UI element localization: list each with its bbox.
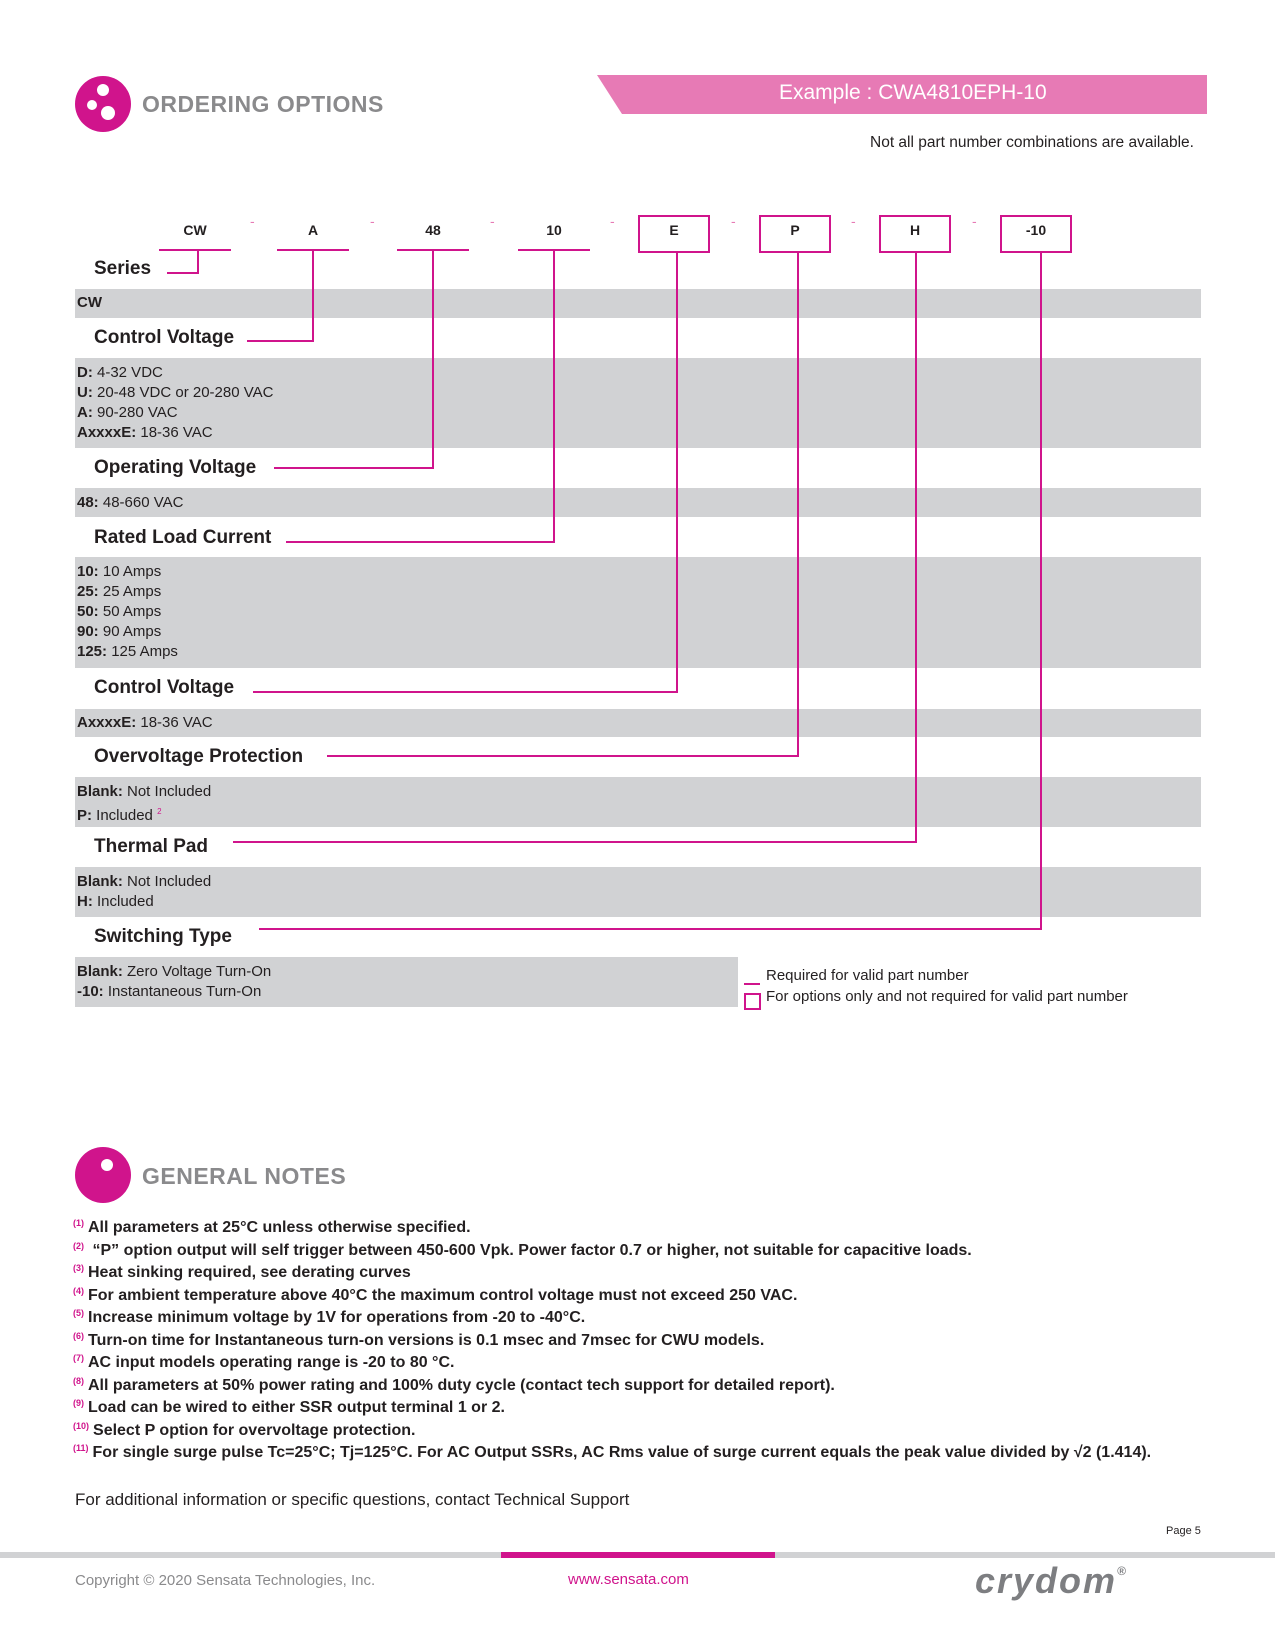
ordering-logo-icon — [75, 76, 131, 132]
code-separator: - — [972, 213, 977, 229]
operating-voltage-options — [77, 493, 183, 513]
example-part-number: Example : CWA4810EPH-10 — [779, 81, 1047, 104]
code-series: CW — [183, 222, 207, 238]
note-item: $^{(1)}$ All parameters at 25°C unless otherwise specified. — [73, 1218, 471, 1236]
overvoltage-band — [75, 777, 1201, 827]
legend-required-text: Required for valid part number — [766, 967, 969, 984]
connector-line — [553, 251, 555, 543]
option-item: A: 90-280 VAC — [77, 404, 178, 421]
connector-line — [1040, 253, 1042, 930]
operating-voltage-band — [75, 488, 1201, 517]
copyright: Copyright © 2020 Sensata Technologies, Inc. — [75, 1572, 376, 1589]
option-item: 50: 50 Amps — [77, 603, 162, 620]
thermal-pad-options — [77, 872, 211, 912]
footnote-ref: 2 — [157, 807, 162, 816]
note-item: $^{(8)}$ All parameters at 50% power rating and 100% duty cycle (contact tech support for detailed report). — [73, 1376, 835, 1394]
thermal-pad-heading: Thermal Pad — [94, 836, 209, 857]
code-separator: - — [250, 213, 255, 229]
option-item: Blank: Zero Voltage Turn-On — [77, 963, 272, 980]
code-control-voltage: A — [307, 222, 319, 238]
thermal-pad-band — [75, 867, 1201, 917]
overvoltage-heading: Overvoltage Protection — [94, 746, 304, 767]
connector-line — [327, 755, 799, 757]
legend-optional-swatch — [744, 993, 761, 1010]
footer-rule-accent — [501, 1552, 775, 1558]
switching-type-heading: Switching Type — [94, 926, 232, 947]
option-item: 10: 10 Amps — [77, 563, 162, 580]
control-voltage-e-band — [75, 709, 1201, 737]
connector-line — [197, 251, 199, 274]
option-item: H: Included — [77, 893, 154, 910]
note-item: $^{(4)}$ For ambient temperature above 40°C the maximum control voltage must not exceed 250 VAC. — [73, 1286, 798, 1304]
connector-line — [253, 691, 678, 693]
option-item: 125: 125 Amps — [77, 643, 178, 660]
code-rated-current: 10 — [546, 222, 562, 238]
rated-current-options — [77, 562, 178, 662]
control-voltage-e-heading: Control Voltage — [94, 677, 235, 698]
code-control-voltage-e: E — [669, 222, 679, 238]
option-code: CW — [77, 294, 102, 311]
connector-line — [915, 253, 917, 843]
availability-note: Not all part number combinations are available. — [870, 134, 1194, 151]
option-item: 90: 90 Amps — [77, 623, 162, 640]
connector-line — [167, 272, 199, 274]
option-item: 25: 25 Amps — [77, 583, 162, 600]
code-separator: - — [490, 213, 495, 229]
connector-line — [676, 253, 678, 693]
option-item: U: 20-48 VDC or 20-280 VAC — [77, 384, 274, 401]
code-separator: - — [610, 213, 615, 229]
operating-voltage-heading: Operating Voltage — [94, 457, 257, 478]
note-item: $^{(11)}$ For single surge pulse Tc=25°C; Tj=125°C. For AC Output SSRs, AC Rms value of surge current equals the peak value divided by √2 (1.414). — [73, 1443, 1152, 1461]
note-item: $^{(9)}$ Load can be wired to either SSR output terminal 1 or 2. — [73, 1398, 505, 1416]
code-switching-type: -10 — [1025, 222, 1047, 238]
connector-line — [274, 467, 434, 469]
legend-required-swatch — [744, 983, 760, 985]
rated-current-band — [75, 557, 1201, 668]
contact-text: For additional information or specific questions, contact Technical Support — [75, 1490, 630, 1509]
note-item: $^{(7)}$ AC input models operating range is -20 to 80 °C. — [73, 1353, 455, 1371]
series-band — [75, 289, 1201, 318]
switching-type-options — [77, 962, 271, 1002]
option-item: Blank: Not Included — [77, 873, 212, 890]
note-item: $^{(5)}$ Increase minimum voltage by 1V for operations from -20 to -40°C. — [73, 1308, 586, 1326]
page-number: Page 5 — [1166, 1525, 1201, 1537]
legend-optional-text: For options only and not required for valid part number — [766, 988, 1128, 1005]
code-thermal-pad: H — [909, 222, 921, 238]
option-item: AxxxxE: 18-36 VAC — [77, 714, 213, 731]
option-item: P: Included $^2$ — [77, 807, 162, 824]
connector-line — [247, 340, 314, 342]
option-item: D: 4-32 VDC — [77, 364, 163, 381]
option-item: -10: Instantaneous Turn-On — [77, 983, 262, 1000]
connector-line — [312, 251, 314, 342]
code-separator: - — [370, 213, 375, 229]
option-item: 48: 48-660 VAC — [77, 494, 184, 511]
brand-mark: ® — [1117, 1564, 1128, 1578]
note-item: $^{(2)}$ “P” option output will self trigger between 450-600 Vpk. Power factor 0.7 or higher, not suitable for capacitive loads. — [73, 1241, 972, 1259]
connector-line — [259, 928, 1042, 930]
crydom-logo — [975, 1560, 1128, 1602]
connector-line — [432, 251, 434, 469]
brand-name: crydom — [975, 1560, 1118, 1601]
series-option — [77, 293, 102, 313]
code-separator: - — [851, 213, 856, 229]
code-separator: - — [731, 213, 736, 229]
note-item: $^{(10)}$ Select P option for overvoltage protection. — [73, 1421, 416, 1439]
code-operating-voltage: 48 — [425, 222, 441, 238]
overvoltage-options — [77, 782, 211, 826]
control-voltage-heading: Control Voltage — [94, 327, 235, 348]
series-heading: Series — [94, 258, 152, 279]
code-overvoltage: P — [790, 222, 800, 238]
rated-current-heading: Rated Load Current — [94, 527, 272, 548]
general-notes-title: GENERAL NOTES — [142, 1163, 347, 1189]
notes-logo-icon — [75, 1147, 131, 1203]
code-underline — [159, 249, 231, 251]
control-voltage-e-options — [77, 713, 213, 733]
connector-line — [797, 253, 799, 757]
note-item: $^{(6)}$ Turn-on time for Instantaneous turn-on versions is 0.1 msec and 7msec for CWU models. — [73, 1331, 765, 1349]
note-item: $^{(3)}$ Heat sinking required, see derating curves — [73, 1263, 411, 1281]
connector-line — [286, 541, 555, 543]
option-item: AxxxxE: 18-36 VAC — [77, 424, 213, 441]
ordering-options-title: ORDERING OPTIONS — [142, 91, 384, 117]
option-item: Blank: Not Included — [77, 783, 212, 800]
control-voltage-options — [77, 363, 273, 443]
website-link[interactable]: www.sensata.com — [568, 1571, 689, 1588]
connector-line — [233, 841, 917, 843]
